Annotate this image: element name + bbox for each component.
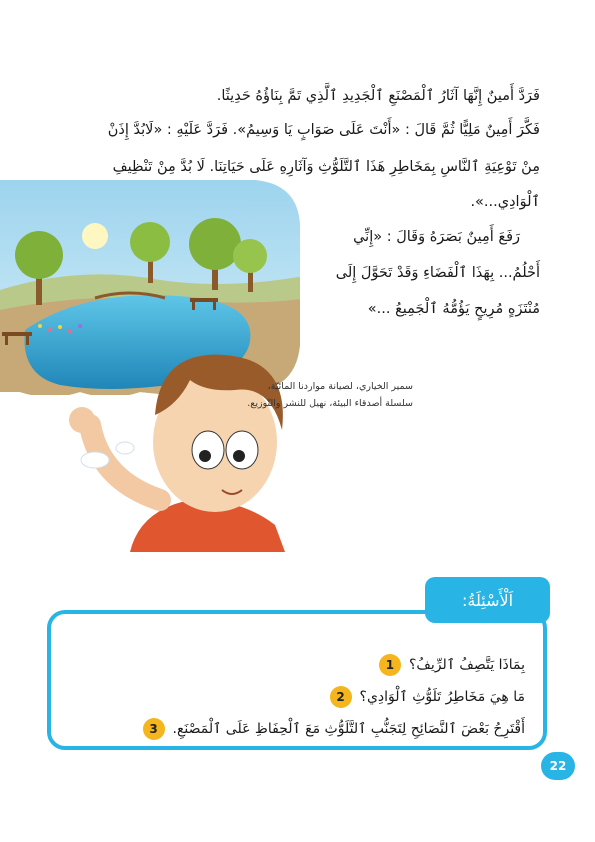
story-line-6: أَحْلُمُ... بِهَذَا ٱلْفَضَاءِ وَقَدْ تَحَوَّلَ إِلَى <box>335 265 540 281</box>
question-number-badge: 3 <box>143 718 165 740</box>
question-text: مَا هِيَ مَخَاطِرُ تَلَوُّثِ ٱلْوَادِي؟ <box>359 689 525 705</box>
story-line-4: ٱلْوَادِي...». <box>470 194 540 210</box>
question-number-badge: 1 <box>379 654 401 676</box>
story-line-1: فَرَدَّ أَمينٌ إِنَّهَا آثَارُ ٱلْمَصْنَعِ ٱلْجَدِيدِ ٱلَّذِي تَمَّ بِنَاؤُهُ حَدِيثًا. <box>216 88 540 104</box>
story-line-3: مِنْ تَوْعِيَةِ ٱلنَّاسِ بِمَخَاطِرِ هَذَا ٱلتَّلَوُّثِ وَآثَارِهِ عَلَى حَيَاتِنَا. لَا بُدَّ مِنْ تَنْظِيفِ <box>112 159 540 175</box>
credit-line-1: سمير الخياري، لصيانة مواردنا المائيّة، <box>267 381 413 392</box>
question-number-badge: 2 <box>330 686 352 708</box>
source-credit <box>213 378 413 412</box>
illustration <box>0 180 310 552</box>
question-item <box>379 654 525 676</box>
story-line-2: فَكَّرَ أَمِينٌ مَلِيًّا ثُمَّ قَالَ : «أَنْتَ عَلَى صَوَابٍ يَا وَسِيمُ». فَرَدَّ عَلَيْهِ : «لَابُدَّ إِذَنْ <box>107 122 540 138</box>
question-item <box>143 718 525 740</box>
story-line-5: رَفَعَ أَمِينٌ بَصَرَهُ وَقَالَ : «إِنِّي <box>353 229 520 245</box>
question-text: أَقْتَرِحُ بَعْضَ ٱلنَّصَائِحِ لِتَجَنُّبِ ٱلتَّلَوُّثِ مَعَ ٱلْحِفَاظِ عَلَى ٱلْمَصْنَعِ. <box>172 721 525 737</box>
question-item <box>330 686 525 708</box>
questions-title: اَلْأَسْئِلَةُ: <box>425 577 550 623</box>
credit-line-2: سلسلة أصدقاء البيئة، نهيل للنشر والتّوزيع. <box>247 398 413 409</box>
dream-scene <box>0 180 310 395</box>
sun-icon <box>82 223 108 249</box>
question-text: بِمَاذَا يَتَّصِفُ ٱلرِّيفُ؟ <box>408 657 525 673</box>
page-number: 22 <box>541 752 575 780</box>
story-line-7: مُنْتَزَهٍ مُرِيحٍ يَؤُمُّهُ ٱلْجَمِيعُ ...» <box>367 301 540 317</box>
questions-box <box>47 610 547 750</box>
